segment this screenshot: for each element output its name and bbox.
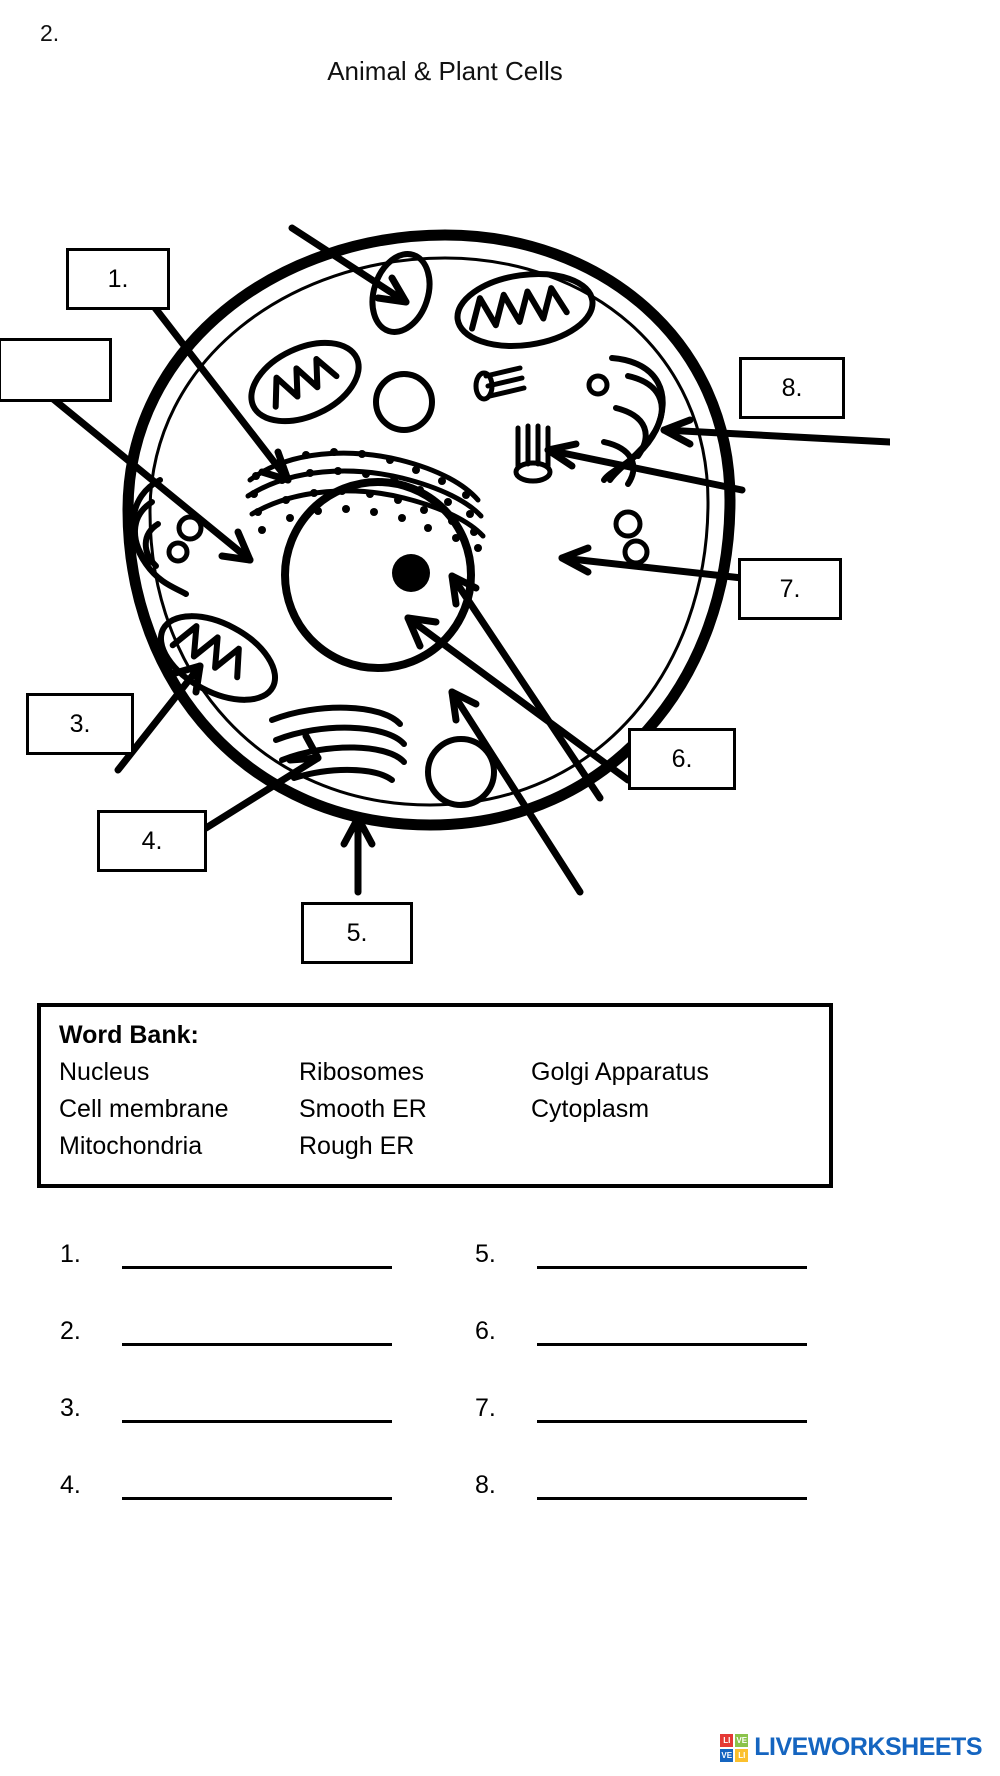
diagram-label-4-text: 4. (141, 826, 163, 855)
diagram-label-4[interactable] (97, 810, 207, 872)
diagram-label-1[interactable] (66, 248, 170, 310)
diagram-label-5[interactable] (301, 902, 413, 964)
diagram-label-6-text: 6. (671, 744, 693, 773)
answer-row-1[interactable] (60, 1240, 475, 1317)
word-bank-item: Cytoplasm (531, 1095, 650, 1123)
diagram-label-7-text: 7. (779, 574, 801, 603)
answer-row-3[interactable] (60, 1394, 475, 1471)
mark-cell-1: LI (720, 1734, 733, 1747)
liveworksheets-brand-text: LIVEWORKSHEETS (754, 1733, 982, 1761)
answer-row-7[interactable] (475, 1394, 807, 1471)
word-bank (37, 1003, 833, 1188)
word-bank-heading: Word Bank: (59, 1021, 199, 1049)
word-bank-item: Nucleus (59, 1058, 150, 1086)
answer-number: 2. (60, 1317, 81, 1345)
answer-blank-5[interactable] (537, 1240, 807, 1269)
word-bank-row (59, 1054, 811, 1091)
answer-row-6[interactable] (475, 1317, 807, 1394)
answer-row-8[interactable] (475, 1471, 807, 1548)
mark-cell-4: LI (735, 1749, 748, 1762)
word-bank-item (531, 1128, 811, 1165)
word-bank-row (59, 1091, 811, 1128)
word-bank-row (59, 1128, 811, 1165)
answer-blank-8[interactable] (537, 1471, 807, 1500)
answer-blank-1[interactable] (122, 1240, 392, 1269)
word-bank-item: Cell membrane (59, 1095, 229, 1123)
answer-blank-6[interactable] (537, 1317, 807, 1346)
word-bank-item: Ribosomes (299, 1058, 425, 1086)
mark-cell-3: VE (721, 1750, 733, 1760)
answer-number: 7. (475, 1394, 496, 1422)
word-bank-item: Rough ER (299, 1132, 415, 1160)
answer-number: 1. (60, 1240, 81, 1268)
answer-number: 6. (475, 1317, 496, 1345)
question-number: 2. (40, 20, 60, 46)
answer-blank-4[interactable] (122, 1471, 392, 1500)
word-bank-item: Mitochondria (59, 1132, 203, 1160)
answer-blank-2[interactable] (122, 1317, 392, 1346)
diagram-label-3-text: 3. (69, 709, 91, 738)
answer-number: 5. (475, 1240, 496, 1268)
answer-number: 4. (60, 1471, 81, 1499)
word-bank-item: Smooth ER (299, 1095, 427, 1123)
answer-row-4[interactable] (60, 1471, 475, 1548)
diagram-label-7[interactable] (738, 558, 842, 620)
cell-diagram (0, 180, 890, 990)
diagram-label-6[interactable] (628, 728, 736, 790)
liveworksheets-mark-icon (720, 1734, 748, 1762)
diagram-label-5-text: 5. (346, 918, 368, 947)
page-title: Animal & Plant Cells (327, 56, 563, 86)
diagram-label-8[interactable] (739, 357, 845, 419)
answer-row-5[interactable] (475, 1240, 807, 1317)
answer-row-2[interactable] (60, 1317, 475, 1394)
answer-section (60, 1240, 800, 1548)
mark-cell-2: VE (736, 1735, 748, 1745)
liveworksheets-logo[interactable] (720, 1733, 982, 1762)
answer-number: 8. (475, 1471, 496, 1499)
answer-blank-3[interactable] (122, 1394, 392, 1423)
answer-blank-7[interactable] (537, 1394, 807, 1423)
answer-number: 3. (60, 1394, 81, 1422)
diagram-label-8-text: 8. (781, 373, 803, 402)
diagram-label-3[interactable] (26, 693, 134, 755)
diagram-label-1-text: 1. (107, 264, 129, 293)
diagram-label-2[interactable] (0, 338, 112, 402)
word-bank-item: Golgi Apparatus (531, 1058, 709, 1086)
